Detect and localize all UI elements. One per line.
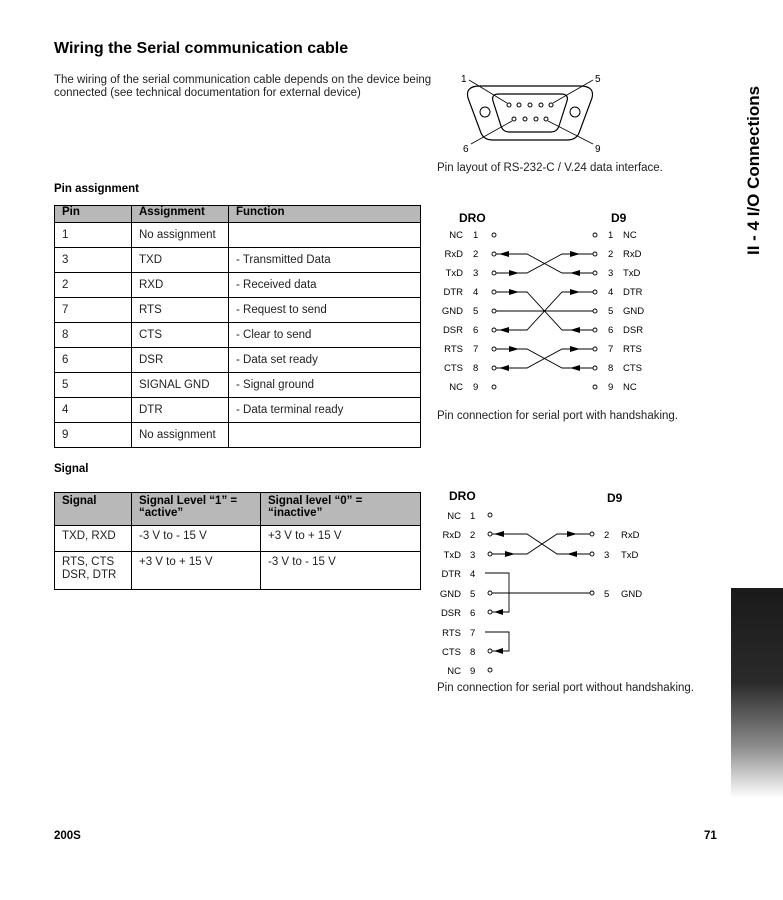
d9-pin-name: GND: [623, 306, 645, 317]
dro-header: DRO: [459, 211, 486, 225]
d9-pin-number: 4: [608, 287, 614, 298]
table-cell: - Request to send: [229, 298, 421, 323]
dro-pin-number: 6: [470, 608, 476, 619]
dro-pin-number: 2: [473, 249, 479, 260]
dro-pin-number: 1: [470, 511, 476, 522]
table-cell: - Data set ready: [229, 348, 421, 373]
dro-pin-number: 8: [473, 363, 479, 374]
table-cell: - Transmitted Data: [229, 248, 421, 273]
table-cell: [229, 223, 421, 248]
d9-pin-name: RxD: [621, 530, 640, 541]
dro-pin-name: RxD: [442, 530, 461, 541]
handshake-caption: Pin connection for serial port with handshaking.: [437, 410, 679, 422]
connector-caption: Pin layout of RS-232-C / V.24 data interface.: [437, 162, 663, 174]
d9-pin-number: 7: [608, 344, 614, 355]
d9-pin-name: RxD: [623, 249, 642, 260]
table-cell: CTS: [132, 323, 229, 348]
table-cell: 2: [55, 273, 132, 298]
signal-heading: Signal: [54, 463, 89, 475]
d9-pin-number: 2: [604, 530, 610, 541]
table-cell: DSR: [132, 348, 229, 373]
pin-label: 1: [461, 74, 467, 85]
dro-pin-name: RxD: [444, 249, 463, 260]
table-cell: 1: [55, 223, 132, 248]
no-handshake-wiring-diagram: [437, 486, 657, 680]
pin-label: 9: [595, 144, 601, 155]
d9-pin-number: 2: [608, 249, 614, 260]
d9-pin-number: 1: [608, 230, 614, 241]
column-header: Pin: [55, 206, 132, 223]
dro-pin-name: DTR: [441, 569, 461, 580]
dro-pin-number: 4: [470, 569, 476, 580]
table-cell: No assignment: [132, 223, 229, 248]
dro-header: DRO: [449, 489, 476, 503]
table-cell: 5: [55, 373, 132, 398]
table-row: [55, 373, 421, 398]
table-row: [55, 552, 421, 590]
dro-pin-name: RTS: [442, 628, 461, 639]
table-cell: No assignment: [132, 423, 229, 448]
table-cell: 4: [55, 398, 132, 423]
dro-pin-number: 6: [473, 325, 479, 336]
table-cell: RTS: [132, 298, 229, 323]
table-row: [55, 298, 421, 323]
intro-text: The wiring of the serial communication cable depends on the device being connected (see technical documentation for external device): [54, 74, 432, 99]
dro-pin-number: 3: [473, 268, 479, 279]
table-cell: +3 V to + 15 V: [261, 526, 421, 552]
dro-pin-number: 1: [473, 230, 479, 241]
dro-pin-name: NC: [449, 382, 463, 393]
page-title: Wiring the Serial communication cable: [54, 40, 349, 57]
column-header: Assignment: [132, 206, 229, 223]
d9-pin-number: 3: [608, 268, 614, 279]
table-cell: TXD: [132, 248, 229, 273]
chapter-tab-band: [731, 588, 783, 798]
column-header: Signal Level “1” = “active”: [132, 493, 261, 526]
d9-pin-name: TxD: [623, 268, 641, 279]
table-cell: 7: [55, 298, 132, 323]
chapter-side-label: II - 4 I/O Connections: [744, 85, 763, 255]
table-cell: [229, 423, 421, 448]
d9-pin-number: 9: [608, 382, 614, 393]
d9-pin-name: TxD: [621, 550, 639, 561]
dro-pin-number: 8: [470, 647, 476, 658]
table-row: [55, 248, 421, 273]
column-header: Signal level “0” = “inactive”: [261, 493, 421, 526]
table-row: [55, 348, 421, 373]
d9-pin-name: RTS: [623, 344, 642, 355]
dro-pin-name: CTS: [444, 363, 463, 374]
dro-pin-name: DSR: [442, 325, 463, 336]
d9-pin-name: GND: [621, 589, 643, 600]
table-cell: - Clear to send: [229, 323, 421, 348]
table-cell: RXD: [132, 273, 229, 298]
table-row: [55, 423, 421, 448]
d9-pin-name: DSR: [623, 325, 644, 336]
signal-table: [54, 492, 421, 590]
d9-header: D9: [607, 491, 623, 505]
table-row: [55, 273, 421, 298]
table-cell: 3: [55, 248, 132, 273]
d9-pin-name: NC: [623, 382, 637, 393]
dro-pin-number: 4: [473, 287, 479, 298]
pin-label: 5: [595, 74, 601, 85]
dro-pin-name: NC: [447, 666, 461, 677]
column-header: Signal: [55, 493, 132, 526]
pin-assignment-table: [54, 205, 421, 448]
d9-pin-number: 3: [604, 550, 610, 561]
dro-pin-number: 9: [473, 382, 479, 393]
page-number: 71: [704, 830, 717, 842]
db9-connector-figure: [455, 68, 615, 156]
table-cell: - Data terminal ready: [229, 398, 421, 423]
table-cell: SIGNAL GND: [132, 373, 229, 398]
table-cell: 8: [55, 323, 132, 348]
d9-header: D9: [611, 211, 627, 225]
d9-pin-name: DTR: [623, 287, 643, 298]
dro-pin-name: RTS: [444, 344, 463, 355]
d9-pin-number: 5: [604, 589, 610, 600]
dro-pin-number: 5: [470, 589, 476, 600]
dro-pin-name: GND: [439, 589, 461, 600]
table-row: [55, 398, 421, 423]
dro-pin-name: TxD: [445, 268, 463, 279]
table-cell: - Received data: [229, 273, 421, 298]
table-cell: -3 V to - 15 V: [132, 526, 261, 552]
pin-label: 6: [463, 144, 469, 155]
dro-pin-name: TxD: [443, 550, 461, 561]
signal-arrows: [494, 531, 577, 654]
dro-pin-number: 3: [470, 550, 476, 561]
handshake-wiring-diagram: [437, 207, 657, 399]
d9-pin-number: 6: [608, 325, 614, 336]
column-header: Function: [229, 206, 421, 223]
dro-pin-number: 9: [470, 666, 476, 677]
dro-pin-name: NC: [449, 230, 463, 241]
table-cell: RTS, CTS DSR, DTR: [55, 552, 132, 590]
wires: [485, 534, 590, 651]
d9-pin-number: 5: [608, 306, 614, 317]
table-cell: TXD, RXD: [55, 526, 132, 552]
dro-pin-name: GND: [441, 306, 463, 317]
dro-pin-number: 2: [470, 530, 476, 541]
dro-pin-number: 5: [473, 306, 479, 317]
table-row: [55, 526, 421, 552]
table-cell: - Signal ground: [229, 373, 421, 398]
table-cell: 9: [55, 423, 132, 448]
dro-pin-number: 7: [470, 628, 476, 639]
no-handshake-caption: Pin connection for serial port without handshaking.: [437, 682, 694, 694]
footer-model: 200S: [54, 830, 81, 842]
d9-pin-number: 8: [608, 363, 614, 374]
dro-pin-name: NC: [447, 511, 461, 522]
table-cell: 6: [55, 348, 132, 373]
dro-pin-name: DSR: [440, 608, 461, 619]
table-row: [55, 323, 421, 348]
dro-pin-name: DTR: [443, 287, 463, 298]
table-cell: +3 V to + 15 V: [132, 552, 261, 590]
pin-assignment-heading: Pin assignment: [54, 183, 139, 195]
d9-pin-name: CTS: [623, 363, 642, 374]
table-row: [55, 223, 421, 248]
table-cell: -3 V to - 15 V: [261, 552, 421, 590]
dro-pin-number: 7: [473, 344, 479, 355]
table-cell: DTR: [132, 398, 229, 423]
dro-pin-name: CTS: [442, 647, 461, 658]
d9-pin-name: NC: [623, 230, 637, 241]
